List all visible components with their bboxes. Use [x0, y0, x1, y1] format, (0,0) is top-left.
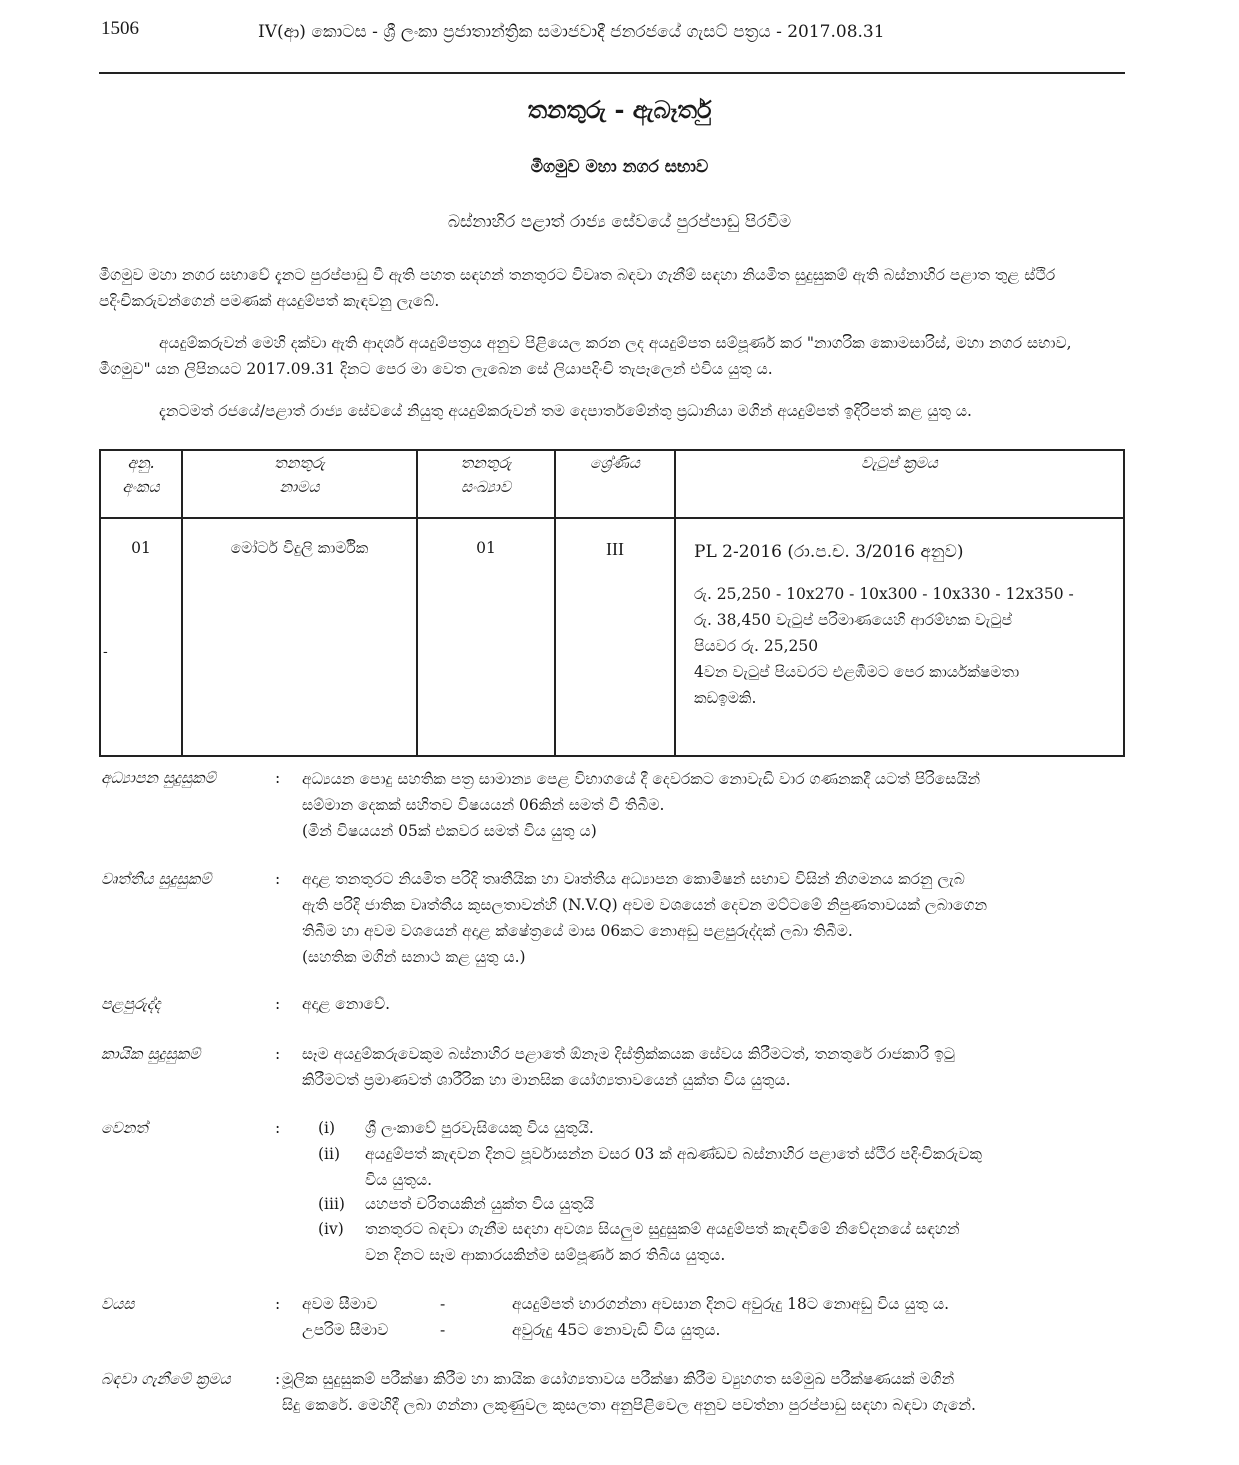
salary-scale-line: රු. 38,450 වැටුප් පරිමාණයෙහි ආරම්භක වැටුප්: [694, 611, 1012, 629]
other-item-text: තනතුරට බඳවා ගැනීම සඳහා අවශ්‍ය සියලුම සුදුසුකම් අයදුම්පත් කැඳවීමේ නිවේදනයේ සඳහන් වන දිනට සෑම ආකාරයකින්ම සම්පූර්ණ කර තිබිය යුතුය.: [365, 1220, 960, 1264]
recruitment-text: මූලික සුදුසුකම් පරීක්ෂා කිරීම හා කායික යෝග්‍යතාවය පරීක්ෂා කිරීම ව්‍යුහගත සම්මුඛ පරීක්ෂණයක් මගින් සිදු කෙරේ. මෙහිදී ලබා ගන්නා ලකුණුවල කුසලතා අනුපිළිවෙල අනුව පවත්නා පුරප්පාඩු සඳහා බඳවා ගැනේ.: [282, 1370, 976, 1414]
label-education: අධ්‍යාපන සුදුසුකම්: [101, 769, 216, 787]
age-max-dash: -: [440, 1321, 446, 1339]
colon: :: [275, 1119, 281, 1137]
label-recruitment: බඳවා ගැනීමේ ක්‍රමය: [101, 1370, 231, 1388]
other-item-number: (ii): [318, 1145, 341, 1163]
page-number: 1506: [101, 18, 139, 39]
gazette-header: IV(ආ) කොටස - ශ්‍රී ලංකා ප්‍රජාතාන්ත්‍රික සමාජවාදී ජනරජයේ ගැසට් පත්‍රය - 2017.08.31: [258, 22, 885, 42]
salary-code: PL 2-2016 (රා.ප.ච. 3/2016 අනුව): [694, 542, 964, 562]
education-text: අධ්‍යයන පොදු සහතික පත්‍ර සාමාන්‍ය පෙළ විභාගයේ දී දෙවරකට නොවැඩි වාර ගණනකදී යටත් පිරිසෙයින් සම්මාන දෙකක් සහිතව විෂයයන් 06කින් සමත් වී තිබීම. (මින් විෂයයන් 05ක් එකවර සමත් විය යුතු ය): [302, 770, 981, 840]
colon: :: [275, 870, 281, 888]
intro-paragraph-1: මීගමුව මහා නගර සභාවේ දැනට පුරප්පාඩු වී ඇති පහත සඳහන් තනතුරට විවෘත බඳවා ගැනීම් සඳහා නියමිත සුදුසුකම් ඇති බස්නාහිර පළාත තුළ ස්ථිර පදිංචිකරුවන්ගෙන් පමණක් අයදුම්පත් කැඳවනු ලැබේ.: [99, 266, 1056, 310]
label-other: වෙනත්: [101, 1119, 148, 1137]
colon: :: [275, 1045, 281, 1063]
other-item-number: (iv): [318, 1220, 344, 1238]
physical-text: සෑම අයදුම්කරුවෙකුම බස්නාහිර පළාතේ ඕනෑම දිස්ත්‍රික්කයක සේවය කිරීමටත්, තනතුරේ රාජකාරි ඉටු කිරීමටත් ප්‍රමාණවත් ශාරීරික හා මානසික යෝග්‍යතාවයෙන් යුක්ත විය යුතුය.: [302, 1045, 955, 1089]
salary-scale-line: පියවර රු. 25,250: [694, 637, 819, 655]
experience-text: අදාළ නොවේ.: [302, 995, 391, 1013]
intro-paragraph-2: අයදුම්කරුවන් මෙහි දක්වා ඇති ආදර්ශ අයදුම්පත්‍රය අනුව පිළියෙල කරන ලද අයදුම්පත සම්පූර්ණ කර "නාගරික කොමසාරිස්, මහා නගර සභාව, මීගමුව" යන ලිපිනයට 2017.09.31 දිනට පෙර මා වෙත ලැබෙන සේ ලියාපදිංචි තැපෑලෙන් එවිය යුතු ය.: [99, 334, 1072, 378]
cell-post-count: 01: [417, 518, 555, 756]
margin-mark: -: [103, 644, 108, 660]
colon: :: [275, 769, 281, 787]
table-header-row: [100, 450, 1124, 518]
header-salary: වැටුප් ක්‍රමය: [675, 450, 1124, 518]
other-item-number: (iii): [318, 1195, 345, 1213]
age-max-text: අවුරුදු 45ට නොවැඩි විය යුතුය.: [512, 1321, 721, 1339]
label-age: වයස: [101, 1295, 135, 1313]
page-title: තනතුරු - ඇබෑර්තු: [527, 95, 712, 124]
salary-scale-line: කඩඉමකි.: [694, 689, 757, 707]
intro-paragraph-3: දැනටමත් රජයේ/පළාත් රාජ්‍ය සේවයේ නියුතු අයදුම්කරුවන් තම දෙපාර්තමේන්තු ප්‍රධානියා මගින් අයදුම්පත් ඉදිරිපත් කළ යුතු ය.: [159, 402, 972, 420]
header-grade: ශ්‍රේණිය: [555, 450, 675, 518]
table-row: [100, 518, 1124, 756]
colon: :: [275, 1295, 281, 1313]
header-post-count: තනතුරු සංඛ්‍යාව: [417, 450, 555, 518]
salary-scale-line: 4වන වැටුප් පියවරට එළඹීමට පෙර කාර්යක්ෂමතා: [694, 663, 1020, 681]
other-item-text: අයදුම්පත් කැඳවන දිනට පූර්වාසන්න වසර 03 ක් අඛණ්ඩව බස්නාහිර පළාතේ ස්ථිර පදිංචිකරුවකු විය යුතුය.: [365, 1145, 982, 1189]
other-item-text: ශ්‍රී ලංකාවේ පුරවැසියෙකු විය යුතුයි.: [365, 1119, 594, 1137]
cell-serial: 01: [100, 518, 182, 756]
label-experience: පළපුරුද්ද: [101, 995, 161, 1013]
professional-text: අදාළ තනතුරට නියමිත පරිදි තෘතීයික හා වෘත්තීය අධ්‍යාපන කොමිෂන් සභාව විසින් නිගමනය කරනු ලැබ ඇති පරිදි ජාතික වෘත්තීය කුසලතාවන්හි (N.V.Q) අවම වශයෙන් දෙවන මට්ටමේ නිපුණතාවයක් ලබාගෙන තිබීම හා අවම වශයෙන් අදාළ ක්ෂේත්‍රයේ මාස 06කට නොඅඩු පළපුරුද්දක් ලබා තිබීම. (සහතික මගින් සනාථ කළ යුතු ය.): [302, 870, 988, 966]
age-max-label: උපරිම සීමාව: [302, 1321, 389, 1339]
colon: :: [275, 995, 281, 1013]
other-item-number: (i): [318, 1119, 336, 1137]
cell-salary: [675, 518, 1124, 756]
label-physical: කායික සුදුසුකම්: [101, 1045, 201, 1063]
age-min-dash: -: [440, 1295, 446, 1313]
header-rule: [99, 72, 1125, 74]
age-min-label: අවම සීමාව: [302, 1295, 378, 1313]
age-min-text: අයදුම්පත් භාරගන්නා අවසාන දිනට අවුරුදු 18ට නොඅඩු විය යුතු ය.: [512, 1295, 950, 1313]
notice-subject: බස්නාහිර පළාත් රාජ්‍ය සේවයේ පුරප්පාඩු පිරවීම: [447, 212, 792, 232]
vacancy-table: [99, 449, 1125, 757]
colon: :: [275, 1370, 281, 1388]
other-item-text: යහපත් චරිතයකින් යුක්ත විය යුතුයි: [365, 1195, 595, 1213]
header-serial: අනු. අංකය: [100, 450, 182, 518]
label-professional: වෘත්තීය සුදුසුකම්: [101, 870, 212, 888]
cell-grade: III: [555, 518, 675, 756]
cell-post-name: මෝටර් විදුලි කාර්මික: [182, 518, 417, 756]
header-post-name: තනතුරු නාමය: [182, 450, 417, 518]
salary-scale-line: රු. 25,250 - 10x270 - 10x300 - 10x330 - 12x350 -: [694, 585, 1074, 603]
organization-name: මීගමුව මහා නගර සභාව: [530, 157, 709, 177]
